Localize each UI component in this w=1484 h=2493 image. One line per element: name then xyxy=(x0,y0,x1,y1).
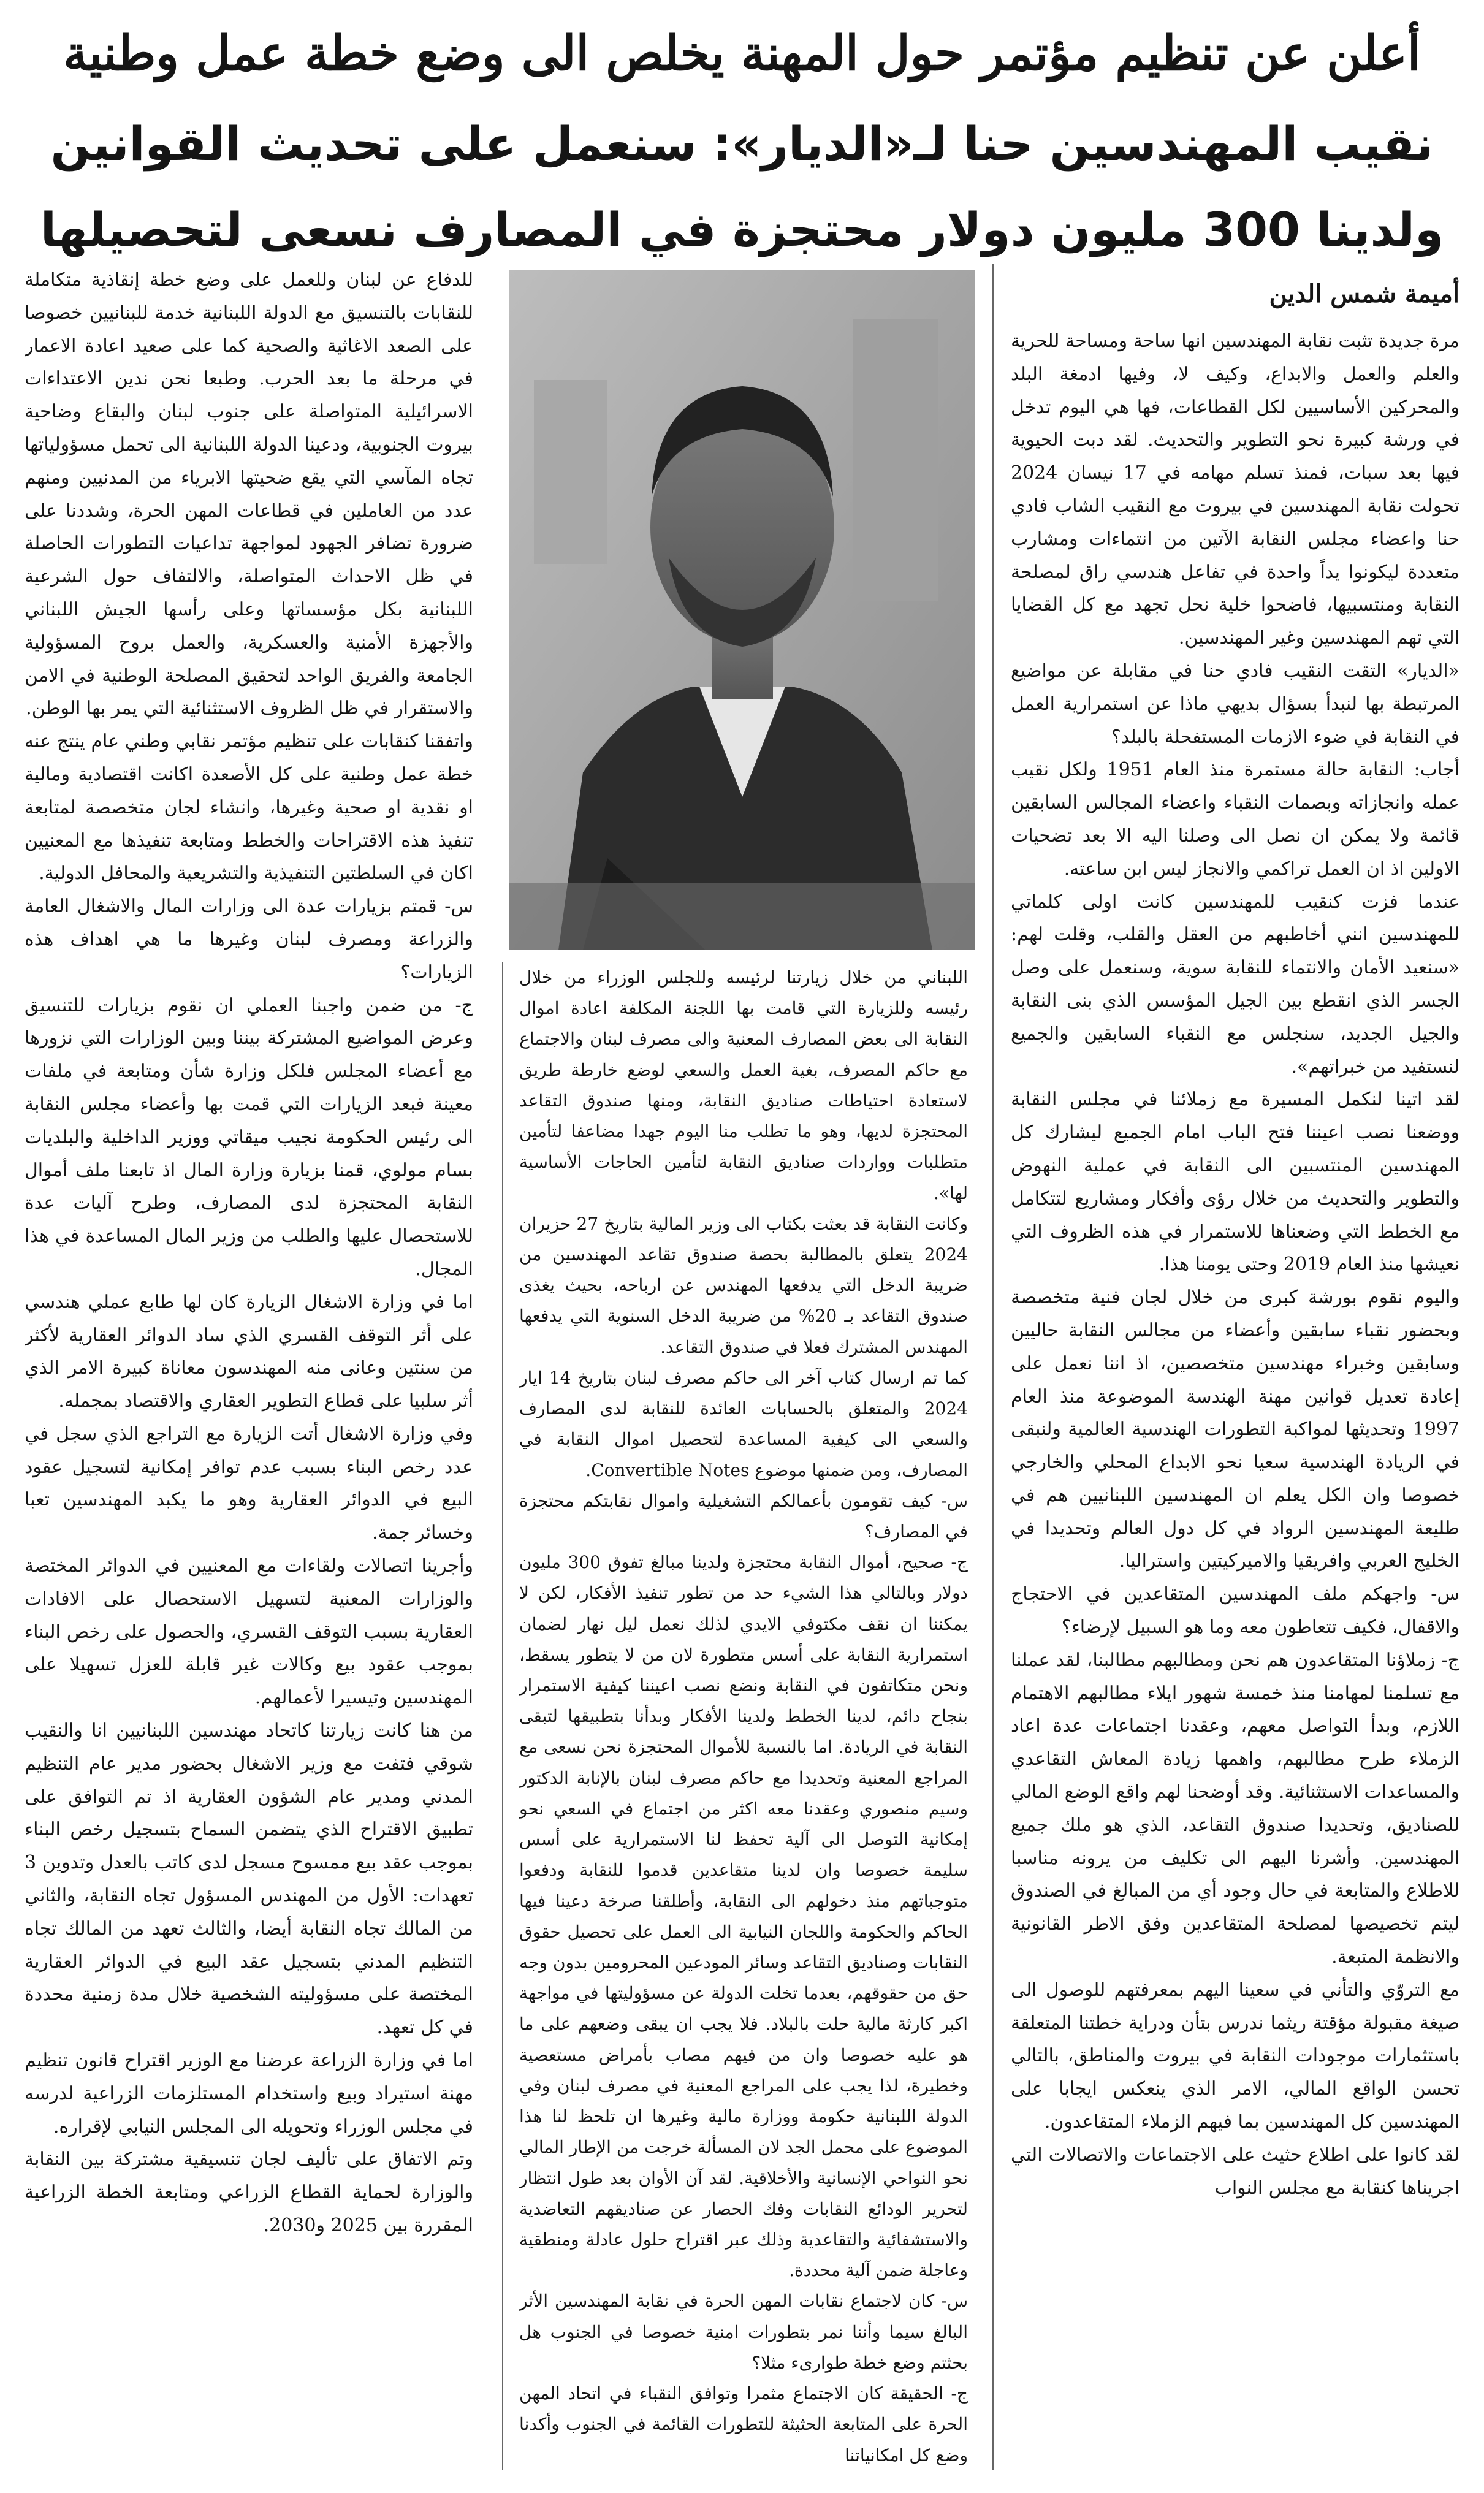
paragraph: ج- زملاؤنا المتقاعدون هم نحن ومطالبهم مطالبنا، لقد عملنا مع تسلمنا لمهامنا منذ خمسة شهور ايلاء مطالبهم الاهتمام اللازم، وبدأ التواصل معهم، وعقدنا اجتماعات عدة اعاد الزملاء طرح مطالبهم، واهمها زيادة المعاش التقاعدي والمساعدات الاستثنائية. وقد أوضحنا لهم واقع الوضع المالي للصناديق، وتحديدا صندوق التقاعد، الذي هو ملك جميع المهندسين. وأشرنا اليهم الى تكليف من يرونه مناسبا للاطلاع والمتابعة في حال وجود أي من المبالغ في الصندوق ليتم تخصيصها لمصلحة المتقاعدين وفق الاطر القانونية والانظمة المتبعة. xyxy=(1011,1649,1459,1968)
paragraph: س- كان لاجتماع نقابات المهن الحرة في نقابة المهندسين الأثر البالغ سيما وأننا نمر بتطورات امنية خصوصا في الجنوب هل بحثتم وضع خطة طوارىء مثلا؟ xyxy=(519,2291,968,2373)
paragraph: مرة جديدة تثبت نقابة المهندسين انها ساحة ومساحة للحرية والعلم والعمل والابداع، وكيف لا، وفيها ادمغة البلد والمحركين الأساسيين لكل القطاعات، فها هي اليوم تدخل في ورشة كبيرة نحو التطوير والتحديث. لقد دبت الحيوية فيها بعد سبات، فمنذ تسلم مهامه في 17 نيسان 2024 تحولت نقابة المهندسين في بيروت مع النقيب الشاب فادي حنا واعضاء مجلس النقابة الآتين من انتماءات ومشارب متعددة ليكونوا يداً واحدة في تفاعل هندسي راق لمصلحة النقابة ومنتسبيها، فاضحوا خلية نحل تجهد مع كل القضايا التي تهم المهندسين وغير المهندسين. xyxy=(1011,330,1459,649)
paragraph: أجاب: النقابة حالة مستمرة منذ العام 1951 ولكل نقيب عمله وانجازاته وبصمات النقباء واعضاء المجالس السابقين قائمة ولا يمكن ان نصل الى وصلنا اليه الا بعد تضحيات الاولين اذ ان العمل تراكمي والانجاز ليس ابن ساعته. xyxy=(1011,759,1459,880)
paragraph: كما تم ارسال كتاب آخر الى حاكم مصرف لبنان بتاريخ 14 ايار 2024 والمتعلق بالحسابات العائدة للنقابة لدى المصارف والسعي الى كيفية المساعدة لتحصيل اموال النقابة في المصارف، ومن ضمنها موضوع Convertible Notes. xyxy=(519,1367,968,1480)
headline-line-2: ولدينا 300 مليون دولار محتجزة في المصارف نسعى لتحصيلها xyxy=(40,202,1444,257)
paragraph: «الديار» التقت النقيب فادي حنا في مقابلة عن مواضيع المرتبطة بها لنبدأ بسؤال بديهي ماذا عن استمرارية العمل في النقابة في ضوء الازمات المستفحلة بالبلد؟ xyxy=(1011,660,1459,748)
paragraph: اما في وزارة الزراعة عرضنا مع الوزير اقتراح قانون تنظيم مهنة استيراد وبيع واستخدام المستلزمات الزراعية لدرسه في مجلس الوزراء وتحويله الى المجلس النيابي لإقراره. xyxy=(25,2050,473,2137)
paragraph: س- كيف تقومون بأعمالكم التشغيلية واموال نقابتكم محتجزة في المصارف؟ xyxy=(519,1490,968,1542)
column-divider xyxy=(502,962,503,2470)
paragraph: وكانت النقابة قد بعثت بكتاب الى وزير المالية بتاريخ 27 حزيران 2024 يتعلق بالمطالبة بحصة صندوق تقاعد المهندسين من ضريبة الدخل التي يدفعها المهندس عن ارباحه، بحيث يغذى صندوق التقاعد بـ 20% من ضريبة الدخل السنوية التي يدفعها المهندس المشترك فعلا في صندوق التقاعد. xyxy=(519,1213,968,1357)
paragraph: واليوم نقوم بورشة كبرى من خلال لجان فنية متخصصة وبحضور نقباء سابقين وأعضاء من مجالس النقابة حاليين وسابقين وخبراء مهندسين متخصصين، اذ اننا نعمل على إعادة تعديل قوانين مهنة الهندسة الموضوعة منذ العام 1997 وتحديثها لمواكبة التطورات الهندسية العالمية ولنبقى في الريادة الهندسية سعيا نحو الابداع المحلي والخارجي خصوصا وان الكل يعلم ان المهندسين اللبنانيين هم في طليعة المهندسين الرواد في كل دول العالم وتحديدا في الخليج العربي وافريقيا والاميركيتين واستراليا. xyxy=(1011,1287,1459,1572)
byline: أميمة شمس الدين xyxy=(1269,280,1459,308)
paragraph: عندما فزت كنقيب للمهندسين كانت اولى كلماتي للمهندسين انني أخاطبهم من العقل والقلب، وقلت لهم: «سنعيد الأمان والانتماء للنقابة سوية، وسنعمل على وصل الجسر الذي انقطع بين الجيل المؤسس الذي بنى النقابة والجيل الجديد، سنجلس مع النقباء السابقين والجميع لنستفيد من خبراتهم». xyxy=(1011,891,1459,1078)
portrait-photo-icon xyxy=(509,270,975,950)
paragraph: ج- من ضمن واجبنا العملي ان نقوم بزيارات للتنسيق وعرض المواضيع المشتركة بيننا وبين الوزارات التي نزورها مع أعضاء المجلس فلكل وزارة شأن ومتابعة في ملفات معينة فبعد الزيارات التي قمت بها وأعضاء مجلس النقابة الى رئيس الحكومة نجيب ميقاتي ووزير الداخلية والبلديات بسام مولوي، قمنا بزيارة وزارة المال اذ تابعنا ملف أموال النقابة المحتجزة لدى المصارف، وطرح آليات عدة للاستحصال عليها والطلب من وزير المال المساعدة في هذا المجال. xyxy=(25,994,473,1280)
paragraph: لقد اتينا لنكمل المسيرة مع زملائنا في مجلس النقابة ووضعنا نصب اعيننا فتح الباب امام الجميع ليشارك كل المهندسين المنتسبين الى النقابة في عملية النهوض والتطوير والتحديث من خلال رؤى وأفكار ومشاريع لتتكامل مع الخطط التي وضعناها للاستمرار في هذه الظروف التي نعيشها منذ العام 2019 وحتى يومنا هذا. xyxy=(1011,1089,1459,1276)
headline-line-1: نقيب المهندسين حنا لـ«الديار»: سنعمل على تحديث القوانين xyxy=(50,116,1434,171)
paragraph: ج- صحيح، أموال النقابة محتجزة ولدينا مبالغ تفوق 300 مليون دولار وبالتالي هذا الشيء حد من تطور تنفيذ الأفكار، لكن لا يمكننا ان نقف مكتوفي الايدي لذلك نعمل ليل نهار لضمان استمرارية النقابة على أسس متطورة لان من لا يتطور يسقط، ونحن متكاتفون في النقابة ونضع نصب اعيننا كيفية الاستمرار بنجاح دائم، لدينا الخطط ولدينا الأفكار وبدأنا بتطبيقها لتبقى النقابة في الريادة. اما بالنسبة للأموال المحتجزة نحن نسعى مع المراجع المعنية وتحديدا مع حاكم مصرف لبنان بالإنابة الدكتور وسيم منصوري وعقدنا معه اكثر من اجتماع في السعي نحو إمكانية التوصل الى آلية تحفظ لنا الاستمرارية على أسس سليمة خصوصا وان لدينا متقاعدين قدموا للنقابة ودفعوا متوجباتهم منذ دخولهم الى النقابة، وأطلقنا صرخة دعينا فيها الحاكم والحكومة واللجان النيابية الى العمل على تحصيل حقوق النقابات وصناديق التقاعد وسائر المودعين المحرومين بدون وجه حق من حقوقهم، بعدما تخلت الدولة عن مسؤوليتها في مواجهة اكبر كارثة مالية حلت بالبلاد. فلا يجب ان يبقى وضعهم على ما هو عليه خصوصا وان من فيهم مصاب بأمراض مستعصية وخطيرة، لذا يجب على المراجع المعنية في مصرف لبنان وفي الدولة اللبنانية حكومة ووزارة مالية وغيرها ان تلحظ لنا هذا الموضوع على محمل الجد لان المسألة خرجت من الإطار المالي نحو النواحي الإنسانية والأخلاقية. لقد آن الأوان بعد طول انتظار لتحرير الودائع النقابات وفك الحصار عن صناديقهم التعاضدية والاستشفائية والتقاعدية وذلك عبر اقتراح حلول عادلة ومنطقية وعاجلة ضمن آلية محددة. xyxy=(519,1552,968,2281)
article-column-left xyxy=(25,264,473,2489)
article-column-middle xyxy=(519,962,968,2489)
paragraph: واتفقنا كنقابات على تنظيم مؤتمر نقابي وطني عام ينتج عنه خطة عمل وطنية على كل الأصعدة اكانت اقتصادية ومالية او نقدية او صحية وغيرها، وانشاء لجان متخصصة لمتابعة تنفيذ هذه الاقتراحات والخطط ومتابعة تنفيذها مع المعنيين اكان في السلطتين التنفيذية والتشريعية والمحافل الدولية. xyxy=(25,731,473,885)
paragraph: وتم الاتفاق على تأليف لجان تنسيقية مشتركة بين النقابة والوزارة لحماية القطاع الزراعي ومتابعة الخطة الزراعية المقررة بين 2025 و2030. xyxy=(25,2149,473,2237)
paragraph: س- واجهكم ملف المهندسين المتقاعدين في الاحتجاج والاقفال، فكيف تتعاطون معه وما هو السبيل لإرضاء؟ xyxy=(1011,1583,1459,1639)
article-kicker: أعلن عن تنظيم مؤتمر حول المهنة يخلص الى وضع خطة عمل وطنية xyxy=(63,26,1421,82)
paragraph: اللبناني من خلال زيارتنا لرئيسه وللجلس الوزراء من خلال رئيسه وللزيارة التي قامت بها اللجنة المكلفة اعادة اموال النقابة الى بعض المصارف المعنية والى مصرف لبنان والاجتماع مع حاكم المصرف، بغية العمل والسعي لوضع خارطة طريق لاستعادة احتياطات صناديق النقابة، ومنها صندوق التقاعد المحتجزة لديها، وهو ما تطلب منا اليوم جهدا مضاعفا لتأمين متطلبات وواردات صناديق النقابة لتأمين الحاجات الأساسية لها». xyxy=(519,967,968,1203)
paragraph: وأجرينا اتصالات ولقاءات مع المعنيين في الدوائر المختصة والوزارات المعنية لتسهيل الاستحصال على الافادات العقارية بسبب التوقف القسري، والحصول على رخص البناء بموجب عقود بيع وكالات غير قابلة للعزل تسهيلا على المهندسين وتيسيرا لأعمالهم. xyxy=(25,1555,473,1709)
paragraph: اما في وزارة الاشغال الزيارة كان لها طابع عملي هندسي على أثر التوقف القسري الذي ساد الدوائر العقارية لأكثر من سنتين وعانى منه المهندسون معاناة كبيرة الامر الذي أثر سلبيا على قطاع التطوير العقاري والاقتصاد بمجمله. xyxy=(25,1291,473,1412)
portrait-photo xyxy=(509,270,975,950)
paragraph: مع التروّي والتأني في سعينا اليهم بمعرفتهم للوصول الى صيغة مقبولة مؤقتة ريثما ندرس بتأن ودراية خطتنا المتعلقة باستثمارات موجودات النقابة في بيروت والمناطق، بالتالي تحسن الواقع المالي، الامر الذي ينعكس ايجابا على المهندسين كل المهندسين بما فيهم الزملاء المتقاعدون. xyxy=(1011,1979,1459,2133)
paragraph: ج- الحقيقة كان الاجتماع مثمرا وتوافق النقباء في اتحاد المهن الحرة على المتابعة الحثيثة للتطورات القائمة في الجنوب وأكدنا وضع كل امكانياتنا xyxy=(519,2383,968,2465)
paragraph: وفي وزارة الاشغال أتت الزيارة مع التراجع الذي سجل في عدد رخص البناء بسبب عدم توافر إمكانية لتسجيل عقود البيع في الدوائر العقارية وهو ما يكبد المهندسين تعبا وخسائر جمة. xyxy=(25,1423,473,1544)
article-column-right xyxy=(1011,325,1459,2489)
column-divider xyxy=(992,264,994,2470)
paragraph: من هنا كانت زيارتنا كاتحاد مهندسين اللبنانيين انا والنقيب شوقي فتفت مع وزير الاشغال بحضور مدير عام التنظيم المدني ومدير عام الشؤون العقارية اذ تم التوافق على تطبيق الاقتراح الذي يتضمن السماح بتسجيل رخص البناء بموجب عقد بيع ممسوح مسجل لدى كاتب بالعدل وتدوين 3 تعهدات: الأول من المهندس المسؤول تجاه النقابة، والثاني من المالك تجاه النقابة أيضا، والثالث تعهد من المالك تجاه التنظيم المدني بتسجيل عقد البيع في الدوائر العقارية المختصة على مسؤوليته الشخصية خلال مدة زمنية محددة في كل تعهد. xyxy=(25,1720,473,2039)
paragraph: لقد كانوا على اطلاع حثيث على الاجتماعات والاتصالات التي اجريناها كنقابة مع مجلس النواب xyxy=(1011,2144,1459,2199)
paragraph: للدفاع عن لبنان وللعمل على وضع خطة إنقاذية متكاملة للنقابات بالتنسيق مع الدولة اللبنانية خدمة للبنانيين خصوصا على الصعد الاغاثية والصحية كما على صعيد اعادة الاعمار في مرحلة ما بعد الحرب. وطبعا نحن ندين الاعتداءات الاسرائيلية المتواصلة على جنوب لبنان والبقاع وضاحية بيروت الجنوبية، ودعينا الدولة اللبنانية الى تحمل مسؤولياتها تجاه المآسي التي يقع ضحيتها الابرياء من المدنيين ومنهم عدد من العاملين في قطاعات المهن الحرة، وشددنا على ضرورة تضافر الجهود لمواجهة تداعيات التطورات الحاصلة في ظل الاحداث المتواصلة، والالتفاف حول الشرعية اللبنانية بكل مؤسساتها وعلى رأسها الجيش اللبناني والأجهزة الأمنية والعسكرية، والعمل بروح المسؤولية الجامعة والفريق الواحد لتحقيق المصلحة الوطنية في الامن والاستقرار في ظل الظروف الاستثنائية التي يمر بها الوطن. xyxy=(25,269,473,720)
paragraph: س- قمتم بزيارات عدة الى وزارات المال والاشغال العامة والزراعة ومصرف لبنان وغيرها ما هي اهداف هذه الزيارات؟ xyxy=(25,896,473,983)
